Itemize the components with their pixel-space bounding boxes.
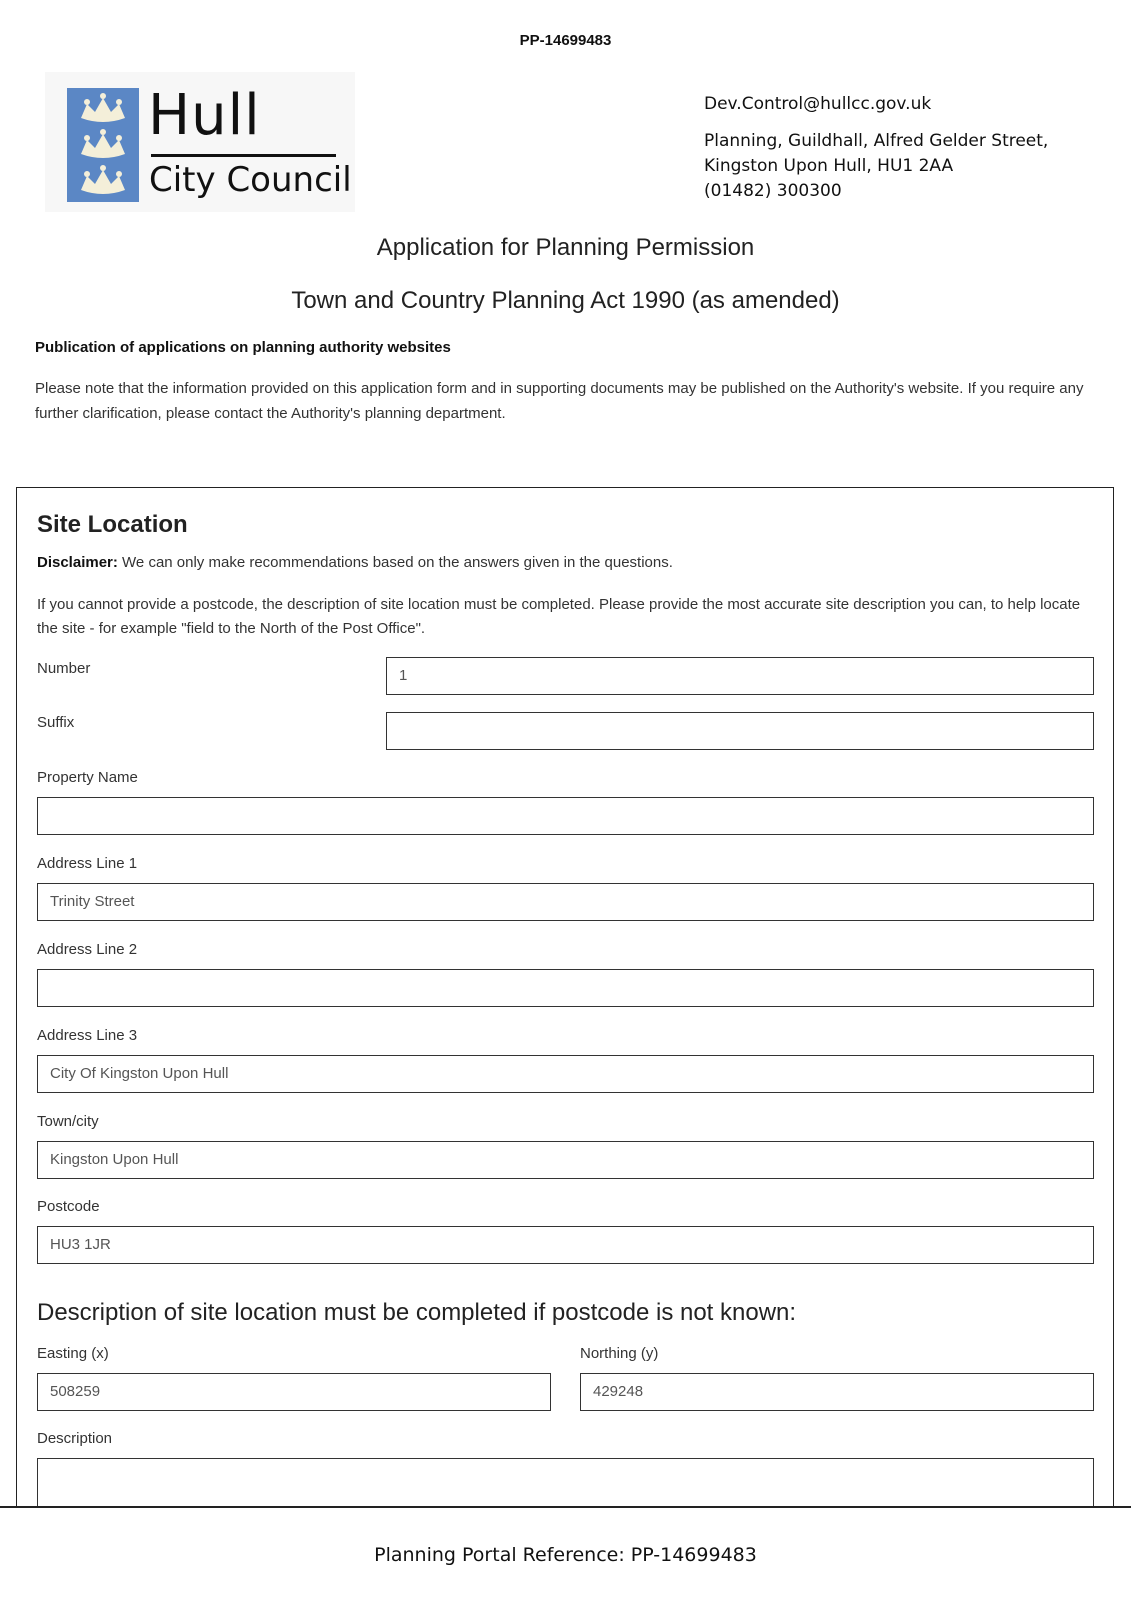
logo-divider xyxy=(151,154,336,157)
address-line2-label: Address Line 2 xyxy=(37,941,138,958)
footer-reference: Planning Portal Reference: PP-14699483 xyxy=(374,1544,757,1566)
publication-heading: Publication of applications on planning authority websites xyxy=(35,339,451,356)
address-line3-label: Address Line 3 xyxy=(37,1027,138,1044)
contact-email[interactable]: Dev.Control@hullcc.gov.uk xyxy=(704,94,932,114)
description-label: Description xyxy=(37,1430,113,1447)
description-field[interactable] xyxy=(37,1458,1094,1506)
town-city-field[interactable]: Kingston Upon Hull xyxy=(37,1141,1094,1179)
page-bottom-rule xyxy=(0,1506,1131,1508)
page-title: Application for Planning Permission xyxy=(376,234,755,261)
address-line2-field[interactable] xyxy=(37,969,1094,1007)
logo-hull-text: Hull xyxy=(148,83,261,148)
suffix-label: Suffix xyxy=(37,714,75,731)
reference-number: PP-14699483 xyxy=(519,32,612,49)
property-name-field[interactable] xyxy=(37,797,1094,835)
number-label: Number xyxy=(37,660,91,677)
postcode-note: If you cannot provide a postcode, the description of site location must be completed. Please provide the most accurate site description you can, to help locate the site - for example "field to the North of the Post Office". xyxy=(37,596,1081,637)
description-heading: Description of site location must be completed if postcode is not known: xyxy=(37,1299,797,1326)
site-location-title: Site Location xyxy=(37,511,188,538)
disclaimer xyxy=(37,554,673,571)
address-line1-field[interactable]: Trinity Street xyxy=(37,883,1094,921)
northing-field[interactable]: 429248 xyxy=(580,1373,1094,1411)
number-field[interactable]: 1 xyxy=(386,657,1094,695)
page-subtitle: Town and Country Planning Act 1990 (as amended) xyxy=(291,287,840,314)
logo-city-council-text: City Council xyxy=(149,160,352,200)
easting-label: Easting (x) xyxy=(37,1345,109,1362)
town-city-label: Town/city xyxy=(37,1113,99,1130)
disclaimer-label: Disclaimer: xyxy=(37,554,118,571)
suffix-field[interactable] xyxy=(386,712,1094,750)
postcode-field[interactable]: HU3 1JR xyxy=(37,1226,1094,1264)
hull-city-council-logo xyxy=(45,72,355,212)
address-line1-label: Address Line 1 xyxy=(37,855,138,872)
contact-address-line1: Planning, Guildhall, Alfred Gelder Street, xyxy=(704,131,1049,151)
address-line3-field[interactable]: City Of Kingston Upon Hull xyxy=(37,1055,1094,1093)
contact-phone: (01482) 300300 xyxy=(704,181,842,201)
contact-block xyxy=(704,92,1048,204)
northing-label: Northing (y) xyxy=(580,1345,659,1362)
postcode-label: Postcode xyxy=(37,1198,100,1215)
property-name-label: Property Name xyxy=(37,769,138,786)
disclaimer-text: We can only make recommendations based on the answers given in the questions. xyxy=(117,554,673,571)
easting-field[interactable]: 508259 xyxy=(37,1373,551,1411)
crowns-shield-icon xyxy=(67,88,139,202)
publication-text: Please note that the information provided on this application form and in supporting documents may be published on the Authority's website. If you require any further clarification, please contact the Authority's planning department. xyxy=(35,380,1084,422)
contact-address-line2: Kingston Upon Hull, HU1 2AA xyxy=(704,156,954,176)
